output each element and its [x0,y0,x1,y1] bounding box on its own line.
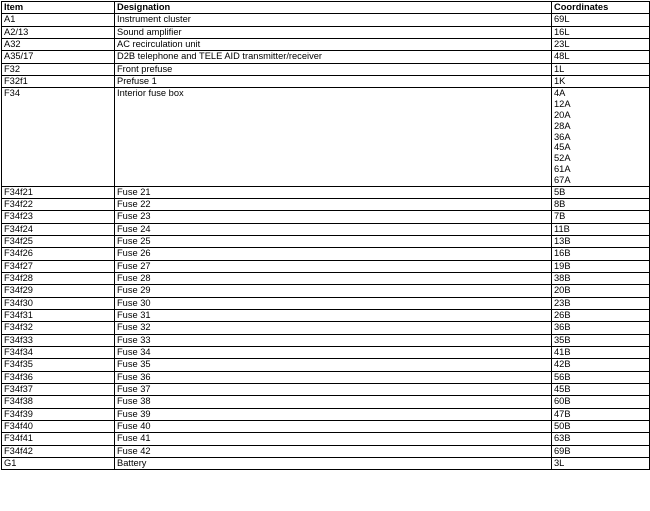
designation-cell: Fuse 22 [115,198,552,210]
coordinates-cell [552,334,650,346]
item-cell: F34f24 [2,223,115,235]
designation-cell: Prefuse 1 [115,76,552,88]
coordinates-cell [552,433,650,445]
designation-cell: Fuse 28 [115,272,552,284]
coordinate-value: 1K [554,76,566,87]
table-row [2,88,650,186]
table-row [2,433,650,445]
coordinate-value: 5B [554,186,566,197]
table-row [2,285,650,297]
designation-cell: Fuse 32 [115,322,552,334]
table-row [2,396,650,408]
item-cell: F34f39 [2,408,115,420]
coordinates-cell [552,421,650,433]
table-row [2,334,650,346]
table-row [2,322,650,334]
coordinate-value: 20B [554,285,571,296]
table-row [2,408,650,420]
coordinate-value: 60B [554,396,571,407]
coordinate-value: 45B [554,384,571,395]
coordinate-value: 36B [554,322,571,333]
table-row [2,421,650,433]
coordinate-value: 50B [554,421,571,432]
coordinates-cell [552,408,650,420]
coordinate-value: 63B [554,433,571,444]
coordinates-cell [552,76,650,88]
designation-cell: Fuse 34 [115,347,552,359]
coordinate-value: 67A [554,174,571,185]
designation-cell: Fuse 21 [115,186,552,198]
coordinates-cell [552,272,650,284]
designation-cell: Fuse 23 [115,211,552,223]
designation-cell: Fuse 39 [115,408,552,420]
item-cell: F34f22 [2,198,115,210]
coordinates-cell [552,51,650,63]
table-row [2,51,650,63]
item-cell: A32 [2,39,115,51]
coordinates-cell [552,458,650,470]
designation-cell: Instrument cluster [115,14,552,26]
designation-cell: Fuse 27 [115,260,552,272]
coordinates-cell [552,310,650,322]
designation-cell: Fuse 29 [115,285,552,297]
coordinates-cell [552,285,650,297]
coordinates-cell [552,235,650,247]
coordinates-cell [552,359,650,371]
designation-cell: D2B telephone and TELE AID transmitter/receiver [115,51,552,63]
header-designation: Designation [115,2,552,14]
designation-cell: Fuse 38 [115,396,552,408]
item-cell: G1 [2,458,115,470]
coordinate-value: 35B [554,334,571,345]
designation-cell: Sound amplifier [115,26,552,38]
coordinate-value: 69B [554,445,571,456]
designation-cell: Fuse 41 [115,433,552,445]
item-cell: F34 [2,88,115,186]
designation-cell: Fuse 25 [115,235,552,247]
item-cell: F34f29 [2,285,115,297]
coordinate-value: 47B [554,408,571,419]
coordinate-value: 52A [554,153,571,164]
item-cell: F34f36 [2,371,115,383]
coordinate-value: 11B [554,223,570,234]
item-cell: F34f42 [2,445,115,457]
coordinate-value: 69L [554,14,570,25]
table-row [2,14,650,26]
table-row [2,371,650,383]
table-row [2,260,650,272]
designation-cell: Interior fuse box [115,88,552,186]
table-row [2,26,650,38]
item-cell: F34f25 [2,235,115,247]
table-row [2,248,650,260]
table-row [2,39,650,51]
table-row [2,359,650,371]
item-cell: F34f34 [2,347,115,359]
coordinates-cell [552,322,650,334]
coordinate-value: 4A [554,88,566,99]
item-cell: F34f41 [2,433,115,445]
item-cell: F34f23 [2,211,115,223]
coordinates-cell [552,211,650,223]
coordinates-cell [552,297,650,309]
item-cell: F32f1 [2,76,115,88]
designation-cell: Fuse 30 [115,297,552,309]
designation-cell: Battery [115,458,552,470]
item-cell: F34f40 [2,421,115,433]
item-cell: F34f37 [2,384,115,396]
coordinates-cell [552,260,650,272]
item-cell: F34f32 [2,322,115,334]
coordinate-value: 48L [554,51,570,62]
coordinate-value: 1L [554,63,565,74]
coordinate-value: 16B [554,248,571,259]
item-cell: F34f28 [2,272,115,284]
coordinates-cell [552,14,650,26]
coordinate-value: 61A [554,163,571,174]
coordinate-value: 28A [554,120,571,131]
coordinates-cell [552,186,650,198]
coordinate-value: 45A [554,142,571,153]
coordinate-value: 38B [554,272,571,283]
table-body [2,14,650,470]
coordinates-cell [552,26,650,38]
component-legend-table [1,1,650,470]
table-row [2,223,650,235]
coordinate-value: 56B [554,371,571,382]
table-row [2,63,650,75]
coordinates-cell [552,248,650,260]
designation-cell: Front prefuse [115,63,552,75]
coordinate-value: 8B [554,198,566,209]
table-row [2,272,650,284]
header-item: Item [2,2,115,14]
coordinates-cell [552,198,650,210]
coordinates-cell [552,63,650,75]
designation-cell: Fuse 26 [115,248,552,260]
item-cell: F34f27 [2,260,115,272]
item-cell: F34f35 [2,359,115,371]
item-cell: A2/13 [2,26,115,38]
coordinates-cell [552,396,650,408]
coordinate-value: 12A [554,99,571,110]
coordinate-value: 36A [554,131,571,142]
coordinate-value: 41B [554,347,571,358]
coordinate-value: 23B [554,297,571,308]
item-cell: F34f38 [2,396,115,408]
coordinates-cell [552,347,650,359]
coordinates-cell [552,445,650,457]
table-row [2,211,650,223]
coordinates-cell [552,223,650,235]
coordinate-value: 19B [554,260,571,271]
designation-cell: Fuse 31 [115,310,552,322]
designation-cell: Fuse 40 [115,421,552,433]
item-cell: F34f31 [2,310,115,322]
item-cell: F34f21 [2,186,115,198]
table-header [2,2,650,14]
header-row [2,2,650,14]
item-cell: F32 [2,63,115,75]
item-cell: F34f33 [2,334,115,346]
designation-cell: Fuse 24 [115,223,552,235]
table-row [2,186,650,198]
designation-cell: AC recirculation unit [115,39,552,51]
table-row [2,445,650,457]
item-cell: F34f26 [2,248,115,260]
table-row [2,347,650,359]
coordinate-value: 16L [554,26,570,37]
designation-cell: Fuse 37 [115,384,552,396]
coordinate-value: 7B [554,211,566,222]
table-row [2,297,650,309]
table-row [2,76,650,88]
table-row [2,458,650,470]
coordinate-value: 42B [554,359,571,370]
coordinate-value: 26B [554,310,571,321]
coordinate-value: 20A [554,110,571,120]
table-row [2,198,650,210]
coordinate-value: 3L [554,458,565,469]
coordinates-cell [552,384,650,396]
table-row [2,310,650,322]
designation-cell: Fuse 36 [115,371,552,383]
table-row [2,235,650,247]
item-cell: A35/17 [2,51,115,63]
coordinates-cell [552,88,650,186]
coordinates-cell [552,371,650,383]
item-cell: A1 [2,14,115,26]
item-cell: F34f30 [2,297,115,309]
designation-cell: Fuse 35 [115,359,552,371]
designation-cell: Fuse 33 [115,334,552,346]
designation-cell: Fuse 42 [115,445,552,457]
table-row [2,384,650,396]
coordinate-value: 23L [554,39,570,50]
header-coordinates: Coordinates [552,2,650,14]
coordinates-cell [552,39,650,51]
coordinate-value: 13B [554,235,571,246]
